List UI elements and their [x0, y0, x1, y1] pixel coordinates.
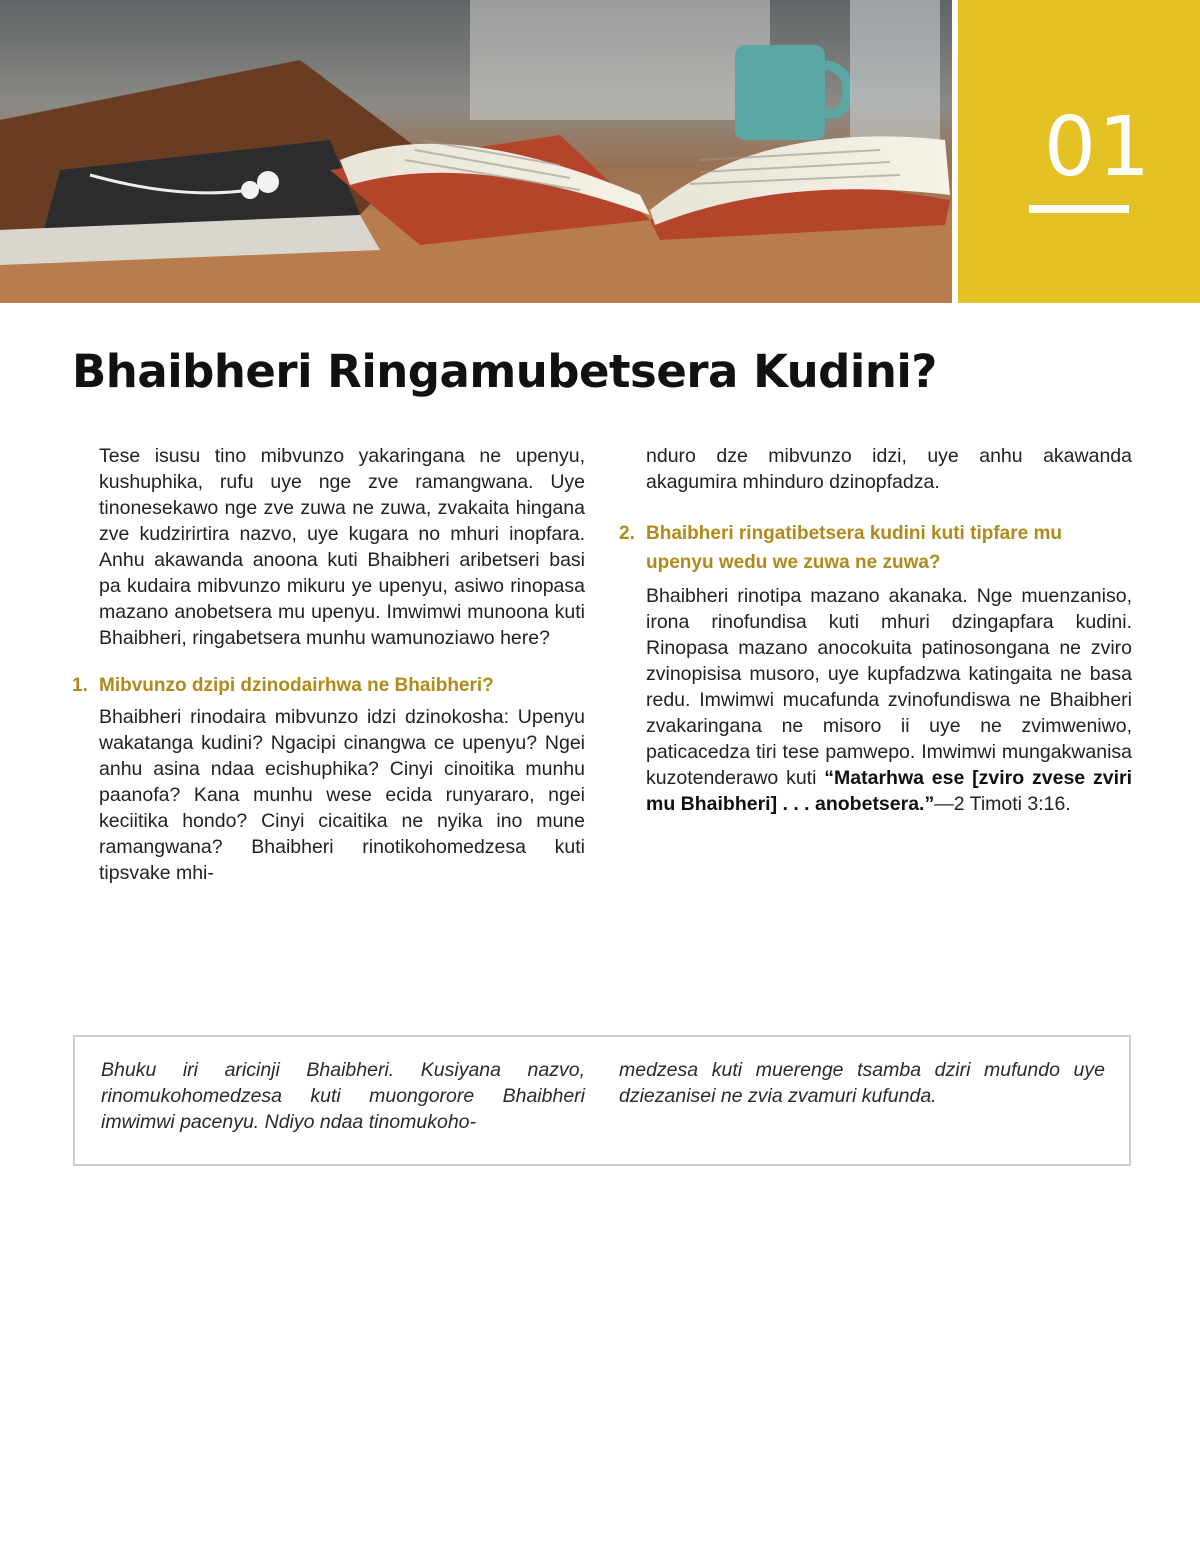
question-2-number: 2. — [619, 523, 635, 544]
question-1-number: 1. — [72, 675, 88, 696]
intro-paragraph: Tese isusu tino mibvunzo yakaringana ne upenyu, kushuphika, rufu uye nge zve ramangwana. Uye tinonesekawo nge zve zuwa ne zuwa, zvakaita hingana zve kudzirirtira nazvo, uye kugara no mhuri inopfara. Anhu akawanda anoona kuti Bhaibheri aribetseri basi pa kudaira mibvunzo mikuru ye upenyu, asiwo rinopasa mazano anobetsera mu upenyu. Imwimwi munoona kuti Bhaibheri, ringabetsera munhu wamunoziawo here? — [99, 445, 585, 649]
answer-1-paragraph: Bhaibheri rinodaira mibvunzo idzi dzinokosha: Upenyu wakatanga kudini? Ngacipi cinangwa ce upenyu? Ngei anhu asina ndaa ecishuphika? Cinyi cinoitika munhu paanofa? Kana munhu wese ecida runyararo, ngei keciitika hondo? Cinyi cicaitika ne nyika ino mune ramangwana? Bhaibheri rinotikohomedzesa kuti tipsvake mhi- — [99, 706, 585, 884]
note-box — [73, 1035, 1131, 1166]
scripture-reference[interactable]: —2 Timoti 3:16. — [934, 793, 1071, 815]
lesson-number-box — [958, 0, 1200, 303]
note-text-right: medzesa kuti muerenge tsamba dziri mufundo uye dziezanisei ne zvia zvamuri kufunda. — [619, 1059, 1105, 1107]
scripture-quote: “Matarhwa ese [zviro zvese zviri mu Bhaibheri] . . . anobetsera.” — [646, 767, 1132, 815]
note-text-left: Bhuku iri aricinji Bhaibheri. Kusiyana nazvo, rinomukohomedzesa kuti muongorore Bhaibheri imwimwi pacenyu. Ndiyo ndaa tinomukoho- — [101, 1059, 585, 1133]
question-1-text: Mibvunzo dzipi dzinodairhwa ne Bhaibheri? — [99, 675, 494, 696]
page-title: Bhaibheri Ringamubetsera Kudini? — [72, 345, 937, 398]
lesson-number: 01 — [1043, 100, 1153, 195]
question-2 — [619, 519, 1132, 577]
hero-image — [0, 0, 952, 303]
answer-1-continued: nduro dze mibvunzo idzi, uye anhu akawanda akagumira mhinduro dzinopfadza. — [646, 445, 1132, 493]
answer-2-text: Bhaibheri rinotipa mazano akanaka. Nge muenzaniso, irona rinofundisa kuti mhuri dzingapfara kudini. Rinopasa mazano anocokuita patinosongana ne zviro zvinopisisa musoro, uye kupfadzwa katingaita ne basa redu. Imwimwi mucafunda zvinofundiswa ne Bhaibheri zvakaringana ne misoro ii uye ne zvimweniwo, paticacedza tiri tese pamwepo. Imwimwi mungakwanisa kuzotenderawo kuti — [646, 585, 1132, 789]
answer-2-paragraph — [646, 583, 1132, 817]
right-column — [619, 443, 1132, 817]
lesson-number-underline — [1029, 205, 1129, 213]
question-2-text: Bhaibheri ringatibetsera kudini kuti tipfare mu upenyu wedu we zuwa ne zuwa? — [646, 523, 1062, 573]
question-1 — [72, 671, 585, 700]
left-column — [72, 443, 585, 886]
